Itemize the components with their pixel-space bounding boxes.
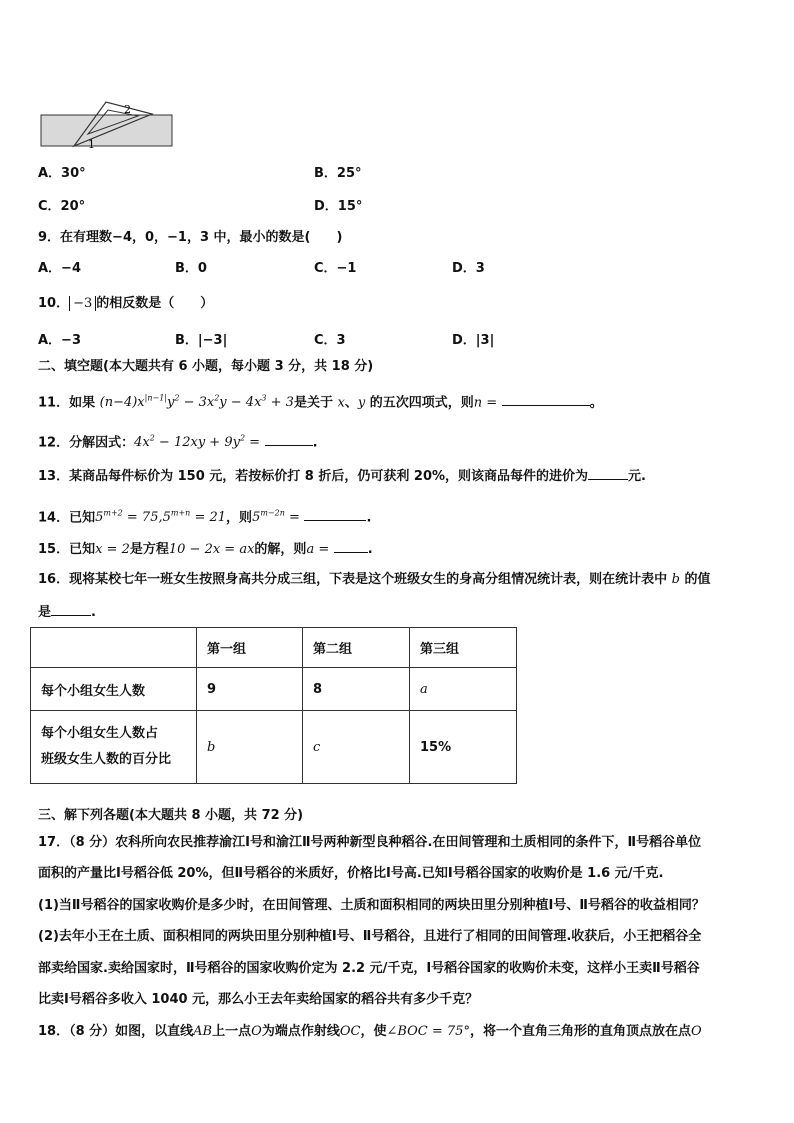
table-cell: 9	[197, 668, 303, 711]
height-group-table	[30, 627, 517, 784]
q15-mid2: 的解，则	[254, 542, 307, 557]
ruler-triangle-figure	[38, 100, 178, 152]
table-header-cell: 第一组	[197, 628, 303, 668]
q15-end: .	[367, 542, 373, 557]
q17-line3: (1)当Ⅱ号稻谷的国家收购价是多少时，在田间管理、土质和面积相同的两块田里分别种植Ⅰ号、Ⅱ号稻谷的收益相同？	[38, 898, 705, 913]
q9-option-d: D．3	[452, 261, 485, 276]
table-cell: b	[197, 711, 303, 784]
q16-line2	[38, 601, 96, 623]
q10-option-c: C．3	[314, 333, 346, 348]
table-header-cell: 第三组	[410, 628, 517, 668]
q12-expr: $4x^2 - 12xy + 9y^2$ =	[134, 434, 261, 451]
table-row	[31, 711, 517, 784]
q16-line2-text: 是	[38, 605, 52, 620]
q9-option-a: A．−4	[38, 261, 81, 276]
q18-angle: ∠BOC = 75°	[386, 1024, 470, 1039]
q16-var-b: b	[671, 572, 680, 587]
q10-abs-expr: −3	[69, 296, 96, 311]
q9-stem: 9．在有理数−4，0，−1，3 中，最小的数是( )	[38, 230, 343, 245]
q11-mid: 是关于	[293, 395, 333, 411]
q15-mid: 是方程	[129, 542, 169, 557]
q11	[38, 388, 603, 410]
table-header-row	[31, 628, 517, 668]
table-row	[31, 668, 517, 711]
q15-expr1: x = 2	[95, 542, 130, 557]
q13-text: 13．某商品每件标价为 150 元，若按标价打 8 折后，仍可获利 20%，则该商品每件的进价为	[38, 469, 589, 484]
q8-option-c: C．20°	[38, 199, 86, 214]
q14-number: 14．已知	[38, 510, 96, 526]
section3-title: 三、解下列各题(本大题共 8 小题，共 72 分)	[38, 808, 304, 823]
table-header-cell: 第二组	[303, 628, 410, 668]
q15-expr3: a =	[306, 542, 330, 557]
q18-var-ab: AB	[193, 1024, 213, 1039]
q8-option-row-1	[38, 163, 362, 185]
q11-end: 。	[589, 395, 603, 411]
table-cell: 8	[303, 668, 410, 711]
q17-line2: 面积的产量比Ⅰ号稻谷低 20%，但Ⅱ号稻谷的米质好，价格比Ⅰ号高.已知Ⅰ号稻谷国家的收购价是 1.6 元/千克.	[38, 866, 664, 881]
q10-options	[38, 330, 495, 352]
q11-n-eq: n =	[473, 395, 498, 411]
q9-option-c: C．−1	[314, 261, 357, 276]
q8-option-b: B．25°	[314, 166, 362, 181]
q16-answer-blank[interactable]	[51, 601, 91, 616]
q14-mid: ，则	[226, 510, 253, 526]
q10-option-d: D．|3|	[452, 333, 495, 348]
q12	[38, 428, 318, 450]
q10-stem	[38, 293, 213, 315]
angle-label-2: 2	[124, 103, 131, 116]
table-row-label: 每个小组女生人数	[31, 668, 197, 711]
q15-expr2: 10 − 2x = ax	[168, 542, 255, 557]
q11-expr: $(n-4)x^{|n-1|}y^2 - 3x^2y - 4x^3 + 3$	[99, 394, 294, 411]
table-cell: 15%	[410, 711, 517, 784]
angle-label-1: 1	[88, 138, 95, 151]
q11-sep: 、	[344, 395, 358, 411]
q12-answer-blank[interactable]	[265, 431, 313, 446]
q16-text-end: 的值	[684, 572, 711, 587]
table-cell: c	[303, 711, 410, 784]
q18-var-o: O	[251, 1024, 262, 1039]
q9-options	[38, 258, 485, 280]
q15	[38, 538, 373, 560]
q10-option-a: A．−3	[38, 333, 81, 348]
q16-text: 16．现将某校七年一班女生按照身高共分成三组，下表是这个班级女生的身高分组情况统计表，则在统计表中	[38, 572, 668, 587]
q18-text-c: 为端点作射线	[261, 1024, 340, 1039]
table-cell: a	[410, 668, 517, 711]
q13-end: 元.	[628, 469, 646, 484]
q11-answer-blank[interactable]	[502, 391, 590, 406]
q14-expr2: $5^{m-2n}$ =	[252, 509, 300, 526]
q14-end: .	[366, 510, 372, 526]
q10-option-b: B．|−3|	[175, 333, 228, 348]
q18-text-d: ，使	[360, 1024, 387, 1039]
q13	[38, 465, 646, 487]
q10-tail: 的相反数是（ ）	[96, 296, 214, 311]
q8-option-d: D．15°	[314, 199, 363, 214]
q18-text-b: 上一点	[212, 1024, 252, 1039]
q11-tail: 的五次四项式，则	[369, 395, 474, 411]
q14-answer-blank[interactable]	[304, 506, 366, 521]
q18-var-oc: OC	[339, 1024, 361, 1039]
ruler	[41, 115, 172, 146]
q18-line1	[38, 1021, 702, 1043]
q16-line1	[38, 569, 711, 591]
section2-title: 二、填空题(本大题共有 6 小题，每小题 3 分，共 18 分)	[38, 359, 374, 374]
q8-option-a: A．30°	[38, 166, 86, 181]
q9-option-b: B．0	[175, 261, 207, 276]
q17-line4: (2)去年小王在土质、面积相同的两块田里分别种植Ⅰ号、Ⅱ号稻谷，且进行了相同的田间管理.收获后，小王把稻谷全	[38, 929, 702, 944]
q14	[38, 503, 371, 525]
q11-var-x: x	[337, 395, 345, 411]
q18-var-o2: O	[690, 1024, 702, 1039]
q8-option-row-2	[38, 196, 363, 218]
q18-text-e: ，将一个直角三角形的直角顶点放在点	[469, 1024, 691, 1039]
q15-number: 15．已知	[38, 542, 96, 557]
q18-text-a: 18．（8 分）如图，以直线	[38, 1024, 194, 1039]
q16-end: .	[91, 605, 96, 620]
table-header-cell	[31, 628, 197, 668]
q12-end: .	[312, 435, 318, 451]
q17-line5: 部卖给国家.卖给国家时，Ⅱ号稻谷的国家收购价定为 2.2 元/千克，Ⅰ号稻谷国家的收购价未变，这样小王卖Ⅱ号稻谷	[38, 961, 700, 976]
q13-answer-blank[interactable]	[588, 465, 628, 480]
table-row-label: 每个小组女生人数占 班级女生人数的百分比	[31, 711, 197, 784]
q12-number: 12．分解因式：	[38, 435, 135, 451]
q11-number: 11．如果	[38, 395, 96, 411]
q17-line1: 17．（8 分）农科所向农民推荐渝江Ⅰ号和渝江Ⅱ号两种新型良种稻谷.在田间管理和土质相同的条件下，Ⅱ号稻谷单位	[38, 835, 702, 850]
q15-answer-blank[interactable]	[334, 538, 368, 553]
q10-number: 10．	[38, 296, 70, 311]
q14-expr1: $5^{m+2} = 75,5^{m+n} = 21$	[95, 509, 227, 526]
q17-line6: 比卖Ⅰ号稻谷多收入 1040 元，那么小王去年卖给国家的稻谷共有多少千克？	[38, 992, 479, 1007]
q11-var-y: y	[357, 395, 366, 411]
